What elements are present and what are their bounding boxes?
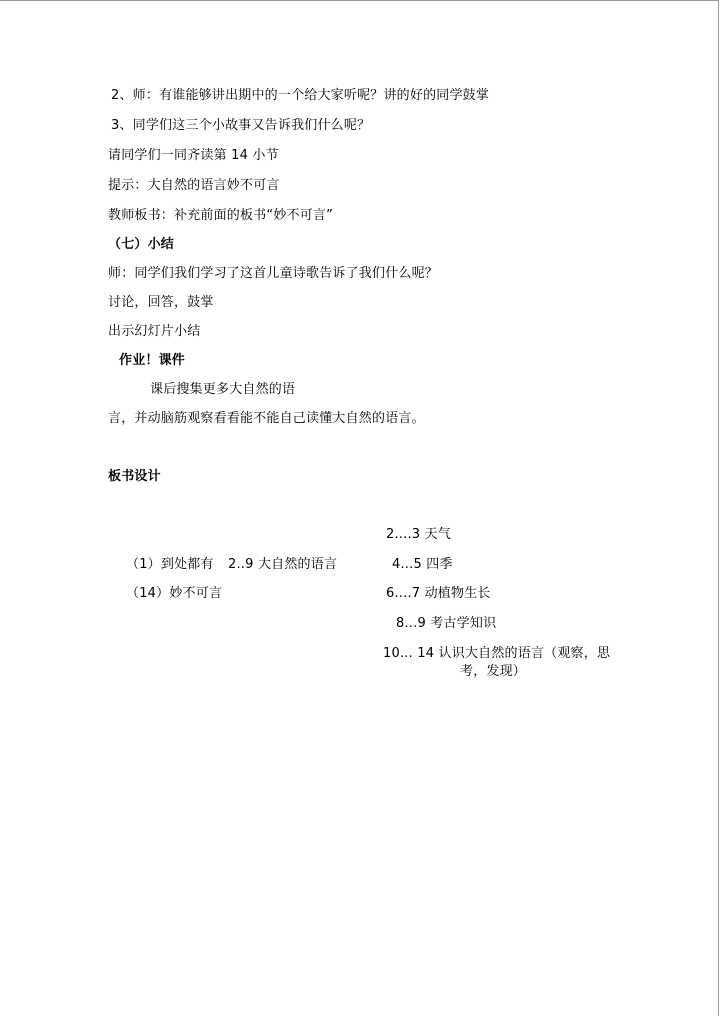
section-heading-homework: 作业！课件: [119, 353, 186, 368]
text-line: 3、同学们这三个小故事又告诉我们什么呢？: [111, 118, 371, 133]
section-heading-summary: （七）小结: [108, 237, 175, 252]
board-right-item: 6....7 动植物生长: [386, 586, 491, 601]
section-heading-board-design: 板书设计: [108, 469, 161, 484]
text-line: 出示幻灯片小结: [108, 324, 201, 339]
text-line: 课后搜集更多大自然的语: [150, 382, 296, 397]
text-line: 师：同学们我们学习了这首儿童诗歌告诉了我们什么呢？: [108, 266, 439, 281]
board-left-item: （14）妙不可言: [126, 586, 223, 601]
board-right-item: 考，发现）: [460, 664, 527, 679]
board-right-item: 4...5 四季: [392, 557, 453, 572]
text-line: 提示：大自然的语言妙不可言: [108, 178, 280, 193]
text-line: 请同学们一同齐读第 14 小节: [108, 148, 279, 163]
board-left-item: （1）到处都有: [126, 557, 214, 572]
text-line: 言，并动脑筋观察看看能不能自己读懂大自然的语言。: [108, 411, 425, 426]
board-left-range: 2..9 大自然的语言: [228, 557, 338, 572]
text-line: 2、师：有谁能够讲出期中的一个给大家听呢？讲的好的同学鼓掌: [111, 88, 490, 103]
text-line: 讨论，回答，鼓掌: [108, 295, 214, 310]
board-right-item: 10... 14 认识大自然的语言（观察，思: [383, 646, 611, 661]
board-right-item: 8...9 考古学知识: [396, 616, 497, 631]
board-right-item: 2....3 天气: [386, 527, 452, 542]
text-line: 教师板书：补充前面的板书“妙不可言”: [108, 208, 334, 223]
